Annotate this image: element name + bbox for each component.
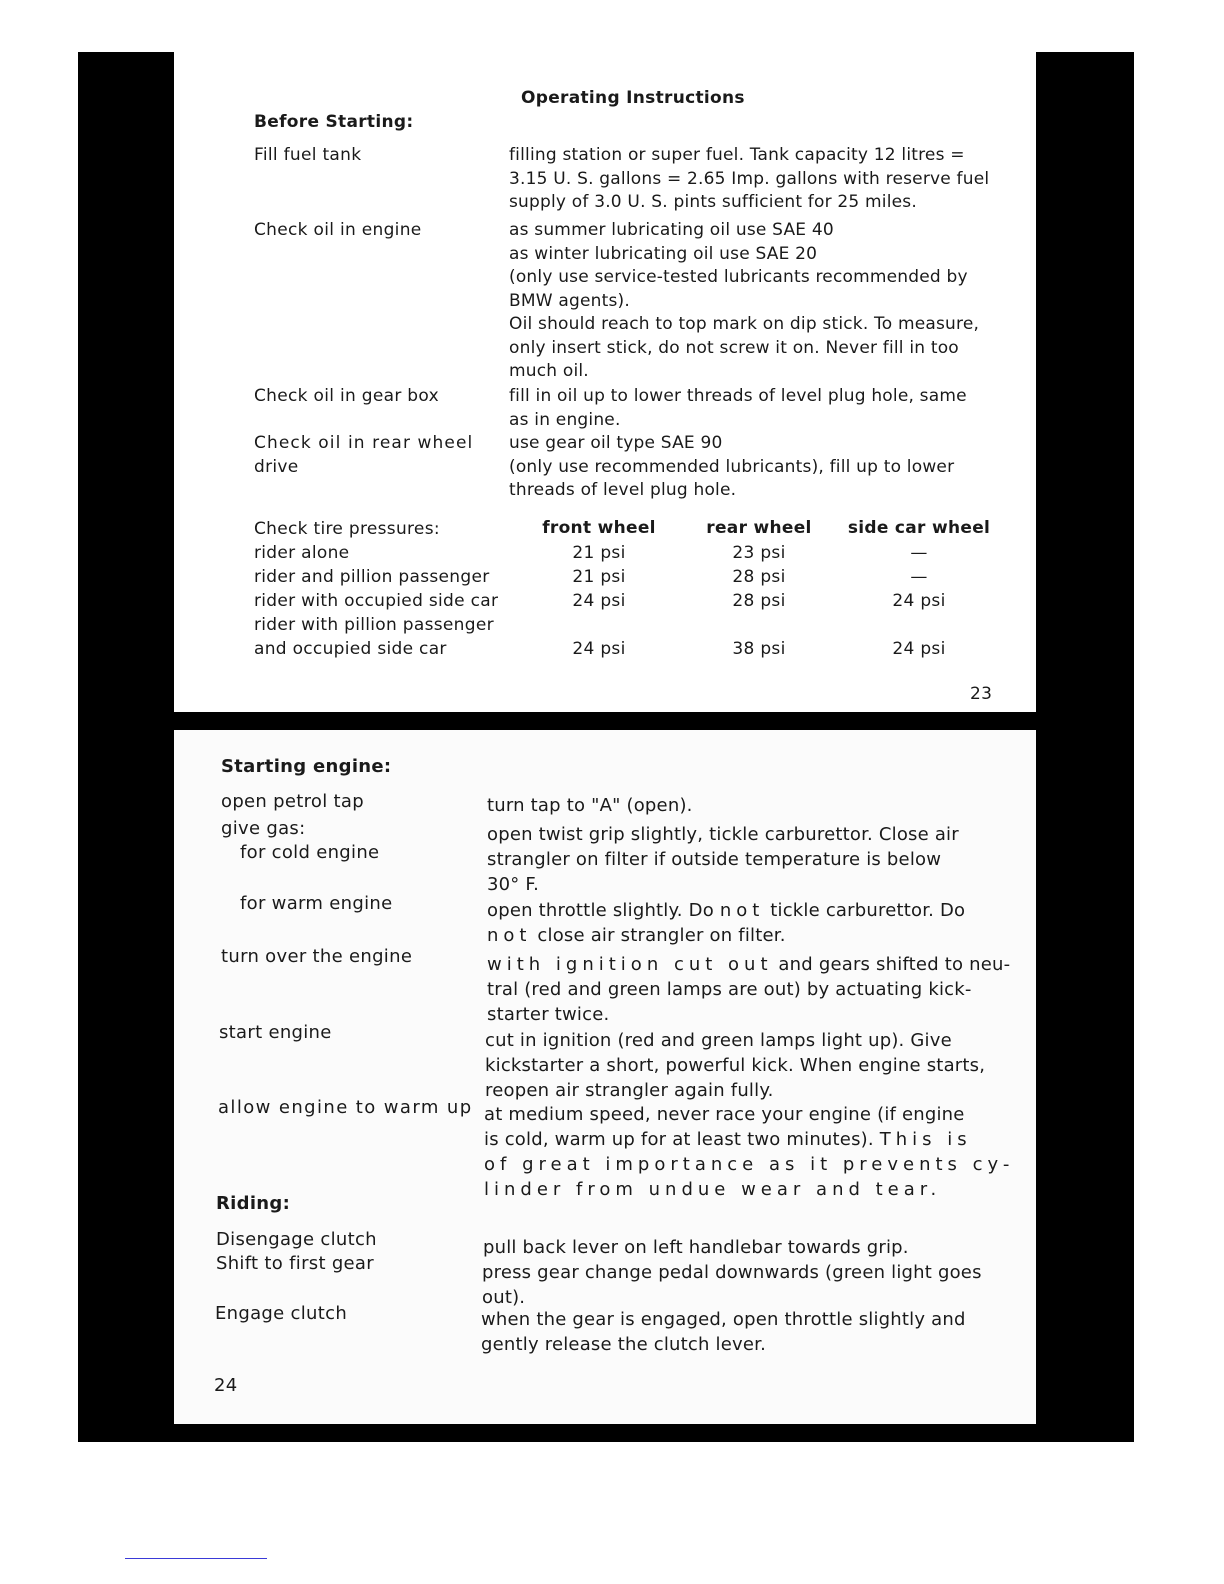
label-warm-engine: for warm engine xyxy=(240,893,393,914)
section-heading-before-starting: Before Starting: xyxy=(254,112,414,132)
label-give-gas: give gas: xyxy=(221,818,306,839)
tire-row-label-2: and occupied side car xyxy=(254,639,447,659)
tire-pressure-label: Check tire pressures: xyxy=(254,519,440,539)
label-petrol-tap: open petrol tap xyxy=(221,791,364,812)
section-heading-starting-engine: Starting engine: xyxy=(221,756,392,777)
row-label-engine-oil: Check oil in engine xyxy=(254,220,422,240)
tire-cell-side: — xyxy=(910,567,928,587)
label-disengage-clutch: Disengage clutch xyxy=(216,1229,377,1250)
row-label-rear-drive-oil: Check oil in rear wheel xyxy=(254,433,474,453)
text-turn-over: with ignition cut out and gears shifted to neu- tral (red and green lamps are out) by actuating kick- starter twice. xyxy=(487,954,1011,1025)
tire-cell-rear: 28 psi xyxy=(732,567,786,587)
tire-cell-rear: 38 psi xyxy=(732,639,786,659)
tire-cell-front: 21 psi xyxy=(572,567,626,587)
label-warm-up: allow engine to warm up xyxy=(218,1097,473,1118)
label-engage-clutch: Engage clutch xyxy=(215,1303,348,1324)
label-turn-over: turn over the engine xyxy=(221,946,413,967)
text-shift-first-gear: press gear change pedal downwards (green light goes out). xyxy=(482,1262,982,1308)
row-text-gearbox-oil: fill in oil up to lower threads of level plug hole, same as in engine. xyxy=(509,386,967,430)
tire-header-rear: rear wheel xyxy=(706,518,812,538)
tire-cell-rear: 23 psi xyxy=(732,543,786,563)
row-text-fuel: filling station or super fuel. Tank capacity 12 litres = 3.15 U. S. gallons = 2.65 Imp. gallons with reserve fuel supply of 3.0 U. S. pints sufficient for 25 miles. xyxy=(509,145,990,212)
tire-cell-front: 24 psi xyxy=(572,591,626,611)
section-heading-riding: Riding: xyxy=(216,1193,291,1214)
label-shift-first-gear: Shift to first gear xyxy=(216,1253,374,1274)
tire-cell-rear: 28 psi xyxy=(732,591,786,611)
label-cold-engine: for cold engine xyxy=(240,842,380,863)
tire-cell-side: — xyxy=(910,543,928,563)
page-23 xyxy=(174,52,1036,712)
tire-row-label: rider and pillion passenger xyxy=(254,567,490,587)
tire-cell-front: 24 psi xyxy=(572,639,626,659)
page-number: 23 xyxy=(970,684,993,704)
row-text-engine-oil: as summer lubricating oil use SAE 40 as winter lubricating oil use SAE 20 (only use service-tested lubricants recommended by BMW agents). Oil should reach to top mark on dip stick. To measure, only insert stick, do not screw it on. Never fill in too much oil. xyxy=(509,220,980,381)
tire-row-label: rider alone xyxy=(254,543,350,563)
tire-row-label: rider with occupied side car xyxy=(254,591,499,611)
text-warm-up: at medium speed, never race your engine (if engine is cold, warm up for at least two minutes). This is of great importance as it prevents cy- linder from undue wear and tear. xyxy=(484,1104,1015,1200)
text-warm-engine: open throttle slightly. Do not tickle carburettor. Do not close air strangler on filter. xyxy=(487,900,966,946)
text-engage-clutch: when the gear is engaged, open throttle slightly and gently release the clutch lever. xyxy=(481,1309,966,1355)
row-label-rear-drive-oil-2: drive xyxy=(254,457,299,477)
text-start-engine: cut in ignition (red and green lamps light up). Give kickstarter a short, powerful kick. When engine starts, reopen air strangler again fully. xyxy=(485,1030,986,1101)
text-disengage-clutch: pull back lever on left handlebar towards grip. xyxy=(483,1237,909,1258)
row-label-gearbox-oil: Check oil in gear box xyxy=(254,386,439,406)
page-header: Operating Instructions xyxy=(521,88,745,108)
tire-row-label: rider with pillion passenger xyxy=(254,615,494,635)
text-petrol-tap: turn tap to "A" (open). xyxy=(487,795,693,816)
tire-cell-side: 24 psi xyxy=(892,639,946,659)
page-24 xyxy=(174,730,1036,1424)
row-text-rear-drive-oil: use gear oil type SAE 90 (only use recommended lubricants), fill up to lower threads of level plug hole. xyxy=(509,433,955,500)
tire-cell-side: 24 psi xyxy=(892,591,946,611)
tire-header-side: side car wheel xyxy=(847,518,991,538)
row-label-fuel: Fill fuel tank xyxy=(254,145,362,165)
text-cold-engine: open twist grip slightly, tickle carburettor. Close air strangler on filter if outside temperature is below 30° F. xyxy=(487,824,959,895)
label-start-engine: start engine xyxy=(219,1022,332,1043)
page-number: 24 xyxy=(214,1375,238,1396)
tire-header-front: front wheel xyxy=(542,518,656,538)
footer-rule xyxy=(125,1558,267,1559)
tire-cell-front: 21 psi xyxy=(572,543,626,563)
